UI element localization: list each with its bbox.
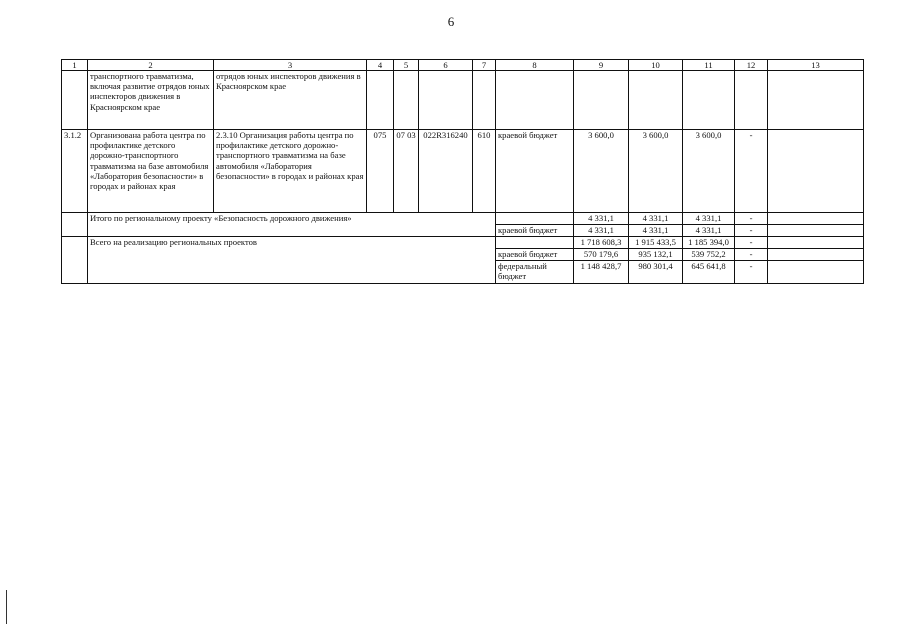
cell [768,213,864,225]
cell-dash: - [735,249,768,261]
cell-source: краевой бюджет [496,130,574,213]
cell-year3: 3 600,0 [683,130,735,213]
cell-year2: 4 331,1 [629,225,683,237]
cell-csr: 022R316240 [419,130,473,213]
cell-number: 3.1.2 [62,130,88,213]
cell-year2: 980 301,4 [629,261,683,284]
cell-dash: - [735,261,768,284]
cell [473,71,496,130]
col-header-3: 3 [214,60,367,71]
cell [394,71,419,130]
cell-year1: 1 718 608,3 [574,237,629,249]
col-header-5: 5 [394,60,419,71]
cell [367,71,394,130]
cell-dash: - [735,130,768,213]
col-header-12: 12 [735,60,768,71]
cell-dash: - [735,213,768,225]
cell [768,225,864,237]
cell-grbs: 075 [367,130,394,213]
cell [735,71,768,130]
cell-year2: 4 331,1 [629,213,683,225]
col-header-2: 2 [88,60,214,71]
cell [683,71,735,130]
cell-source: федеральный бюджет [496,261,574,284]
cell [496,71,574,130]
table-row-itogo-total [62,213,864,225]
col-header-9: 9 [574,60,629,71]
cell-source: краевой бюджет [496,249,574,261]
col-header-11: 11 [683,60,735,71]
cell-year2: 935 132,1 [629,249,683,261]
cell [768,261,864,284]
table-row-3-1-2 [62,130,864,213]
cell-goal: Организована работа центра по профилактике детского дорожно-транспортного травматизма на базе автомобиля «Лаборатория безопасности» в городах и районах края [88,130,214,213]
col-header-4: 4 [367,60,394,71]
col-header-8: 8 [496,60,574,71]
col-header-7: 7 [473,60,496,71]
cell-source: краевой бюджет [496,225,574,237]
table-row-vsego-total [62,237,864,249]
cell-vsego-label: Всего на реализацию региональных проектов [88,237,496,284]
cell-year2: 3 600,0 [629,130,683,213]
cell-year3: 1 185 394,0 [683,237,735,249]
cell [496,237,574,249]
cell [768,249,864,261]
cell-year1: 4 331,1 [574,225,629,237]
cell [768,71,864,130]
cell [574,71,629,130]
cell [419,71,473,130]
cell-goal: транспортного травматизма, включая развитие отрядов юных инспекторов движения в Красноярском крае [88,71,214,130]
cell-itogo-label: Итого по региональному проекту «Безопасность дорожного движения» [88,213,496,237]
cell-activity: отрядов юных инспекторов движения в Красноярском крае [214,71,367,130]
cell-dash: - [735,225,768,237]
cell [496,213,574,225]
cell [768,130,864,213]
budget-table [61,59,864,284]
cell-year3: 539 752,2 [683,249,735,261]
col-header-6: 6 [419,60,473,71]
col-header-13: 13 [768,60,864,71]
col-header-1: 1 [62,60,88,71]
cell-year1: 1 148 428,7 [574,261,629,284]
margin-mark [6,590,7,624]
header-row [62,60,864,71]
cell [629,71,683,130]
cell [62,213,88,237]
table-row-continuation [62,71,864,130]
col-header-10: 10 [629,60,683,71]
cell [62,237,88,284]
cell-year1: 4 331,1 [574,213,629,225]
cell-year3: 4 331,1 [683,213,735,225]
cell-activity: 2.3.10 Организация работы центра по профилактике детского дорожно-транспортного травматизма на базе автомобиля «Лаборатория безопасности» в городах и районах края [214,130,367,213]
cell-year2: 1 915 433,5 [629,237,683,249]
cell [768,237,864,249]
cell-dash: - [735,237,768,249]
cell-vr: 610 [473,130,496,213]
cell-year3: 645 641,8 [683,261,735,284]
cell-rzpr: 07 03 [394,130,419,213]
cell [62,71,88,130]
cell-year1: 3 600,0 [574,130,629,213]
cell-year1: 570 179,6 [574,249,629,261]
cell-year3: 4 331,1 [683,225,735,237]
page-number: 6 [447,14,455,29]
